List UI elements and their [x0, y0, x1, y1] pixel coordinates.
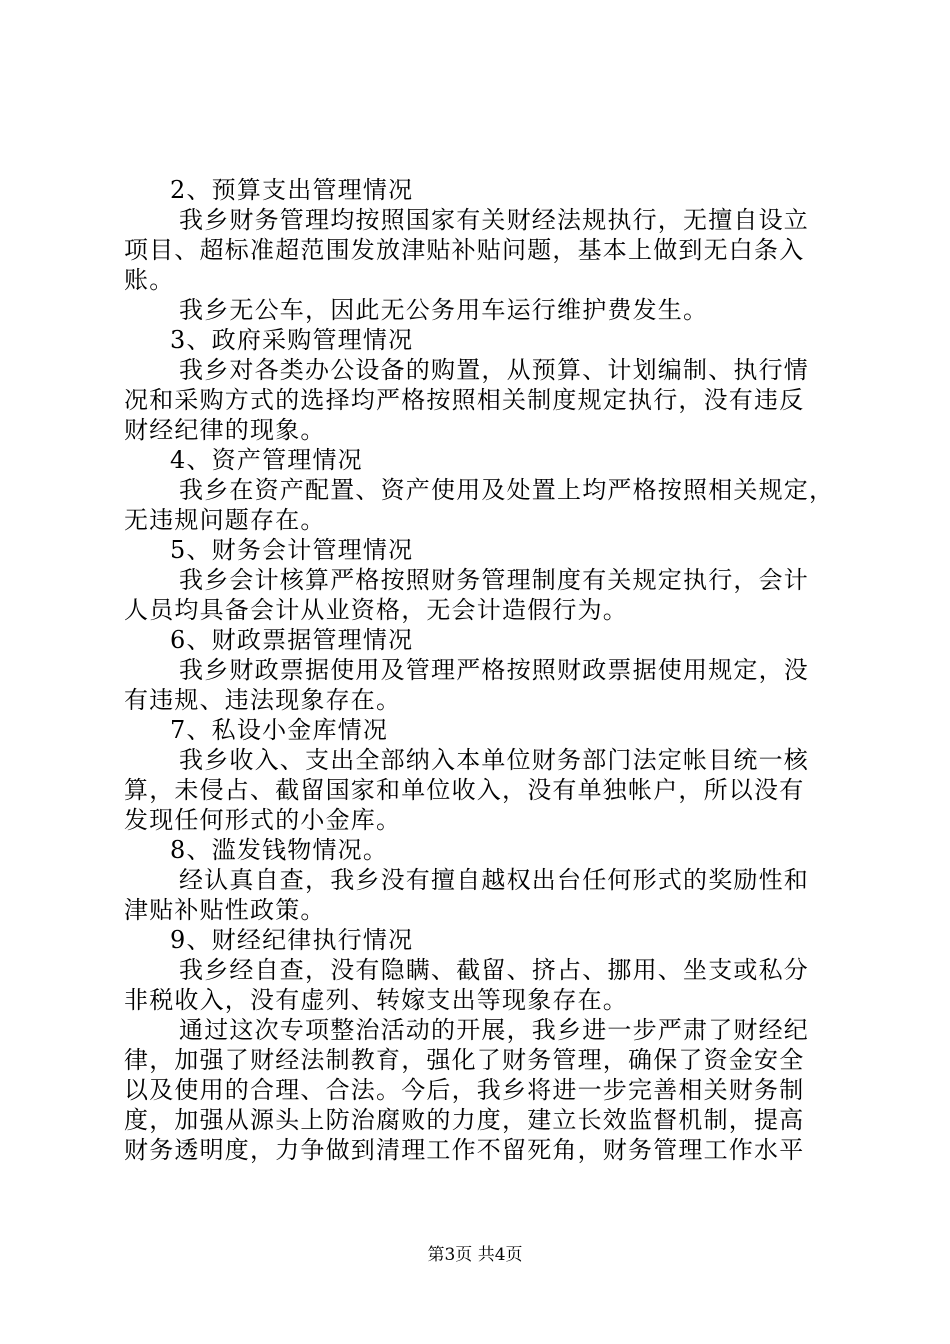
- paragraph-line: 律，加强了财经法制教育，强化了财务管理，确保了资金安全: [124, 1046, 805, 1074]
- paragraph-line: 我乡经自查，没有隐瞒、截留、挤占、挪用、坐支或私分: [179, 956, 809, 984]
- section-heading: 5、财务会计管理情况: [170, 536, 414, 564]
- document-body: [124, 175, 834, 1165]
- paragraph-line: 人员均具备会计从业资格，无会计造假行为。: [124, 596, 628, 624]
- paragraph-line: 项目、超标准超范围发放津贴补贴问题，基本上做到无白条入: [124, 236, 805, 264]
- paragraph-line: 算，未侵占、截留国家和单位收入，没有单独帐户，所以没有: [124, 776, 805, 804]
- section-heading: 6、财政票据管理情况: [170, 626, 414, 654]
- paragraph-line: 我乡会计核算严格按照财务管理制度有关规定执行，会计: [179, 566, 809, 594]
- paragraph-line: 有违规、违法现象存在。: [124, 686, 402, 714]
- paragraph-line: 经认真自查，我乡没有擅自越权出台任何形式的奖励性和: [179, 866, 809, 894]
- paragraph-line: 通过这次专项整治活动的开展，我乡进一步严肃了财经纪: [179, 1016, 809, 1044]
- paragraph-line: 财务透明度，力争做到清理工作不留死角，财务管理工作水平: [124, 1136, 805, 1164]
- section-heading: 7、私设小金库情况: [170, 716, 389, 744]
- paragraph-line: 我乡财务管理均按照国家有关财经法规执行，无擅自设立: [179, 206, 809, 234]
- paragraph-line: 非税收入，没有虚列、转嫁支出等现象存在。: [124, 986, 628, 1014]
- paragraph-line: 我乡对各类办公设备的购置，从预算、计划编制、执行情: [179, 356, 809, 384]
- section-heading: 9、财经纪律执行情况: [170, 926, 414, 954]
- paragraph-line: 度，加强从源头上防治腐败的力度，建立长效监督机制，提高: [124, 1106, 805, 1134]
- section-heading: 4、资产管理情况: [170, 446, 363, 474]
- section-heading: 8、滥发钱物情况。: [170, 836, 389, 864]
- paragraph-line: 账。: [124, 266, 175, 294]
- paragraph-line: 我乡财政票据使用及管理严格按照财政票据使用规定，没: [179, 656, 809, 684]
- paragraph-line: 况和采购方式的选择均严格按照相关制度规定执行，没有违反: [124, 386, 805, 414]
- section-heading: 3、政府采购管理情况: [170, 326, 414, 354]
- paragraph-line: 发现任何形式的小金库。: [124, 806, 402, 834]
- paragraph-line: 津贴补贴性政策。: [124, 896, 326, 924]
- page-footer: 第3页 共4页: [427, 1245, 523, 1265]
- paragraph-line: 财经纪律的现象。: [124, 416, 326, 444]
- paragraph-line: 以及使用的合理、合法。今后，我乡将进一步完善相关财务制: [124, 1076, 805, 1104]
- section-heading: 2、预算支出管理情况: [170, 176, 414, 204]
- paragraph-line: 我乡在资产配置、资产使用及处置上均严格按照相关规定，: [179, 476, 835, 504]
- paragraph-line: 我乡无公车，因此无公务用车运行维护费发生。: [179, 296, 709, 324]
- paragraph-line: 我乡收入、支出全部纳入本单位财务部门法定帐目统一核: [179, 746, 809, 774]
- paragraph-line: 无违规问题存在。: [124, 506, 326, 534]
